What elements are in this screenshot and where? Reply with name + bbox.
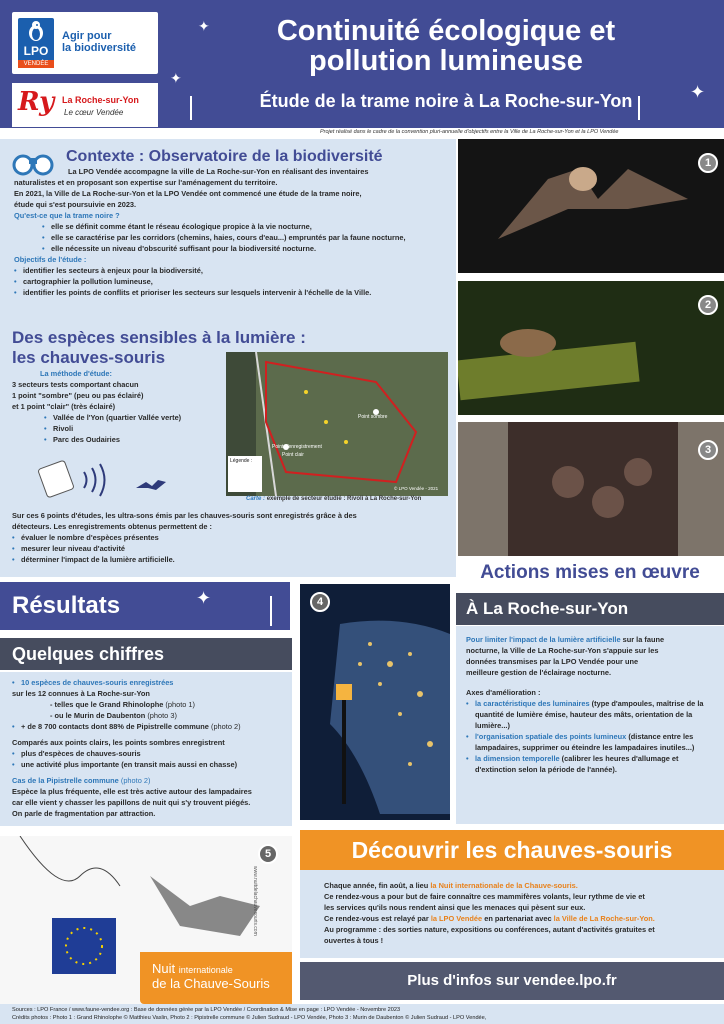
results-line: - telles que le Grand Rhinolophe xyxy=(50,700,164,709)
streetlamp-icon xyxy=(190,96,192,120)
actions-text xyxy=(466,634,718,775)
photo-pipistrelle xyxy=(458,281,724,415)
list-item: • elle nécessite un niveau d'obscurité suffisant pour la biodiversité nocturne. xyxy=(42,243,444,254)
list-item: • plus d'espèces de chauves-souris xyxy=(12,748,288,759)
list-item: • évaluer le nombre d'espèces présentes xyxy=(12,532,450,543)
axis-highlight: la dimension temporelle xyxy=(475,754,560,763)
bat-icon: ✦ xyxy=(690,82,706,102)
photo-number: 5 xyxy=(258,844,278,864)
method-label: La méthode d'étude: xyxy=(40,369,112,378)
photo-image xyxy=(458,422,724,556)
list-item: • une activité plus importante (en transit mais aussi en chasse) xyxy=(12,759,288,770)
footer-credits: Crédits photos : Photo 1 : Grand Rhinolophe © Matthieu Vaslin, Photo 2 : Pipistrelle commune © Julien Sudraud - LPO Vendée, Photo 3 : Murin de Daubenton © Julien Sudraud - LPO Vendée, xyxy=(12,1015,487,1021)
map-image xyxy=(226,352,448,496)
photo-ref: (photo 2) xyxy=(210,722,241,731)
city-banner-title: À La Roche-sur-Yon xyxy=(466,599,629,618)
results-title: Résultats xyxy=(12,592,121,619)
nuit-line-2: de la Chauve-Souris xyxy=(152,976,270,991)
map-label-dark: Point sombre xyxy=(358,414,388,420)
chiffres-title: Quelques chiffres xyxy=(12,644,165,664)
project-note: Projet réalisé dans le cadre de la convention pluri-annuelle d'objectifs entre la Ville de La Roche-sur-Yon et la LPO Vendée xyxy=(320,129,619,135)
species-title-1: Des espèces sensibles à la lumière : xyxy=(12,328,306,347)
streetlamp-icon xyxy=(638,96,640,120)
map-caption xyxy=(246,496,421,502)
map-label-light: Point clair xyxy=(282,452,304,458)
bat-icon: ✦ xyxy=(198,18,210,34)
actions-intro: données transmises par la LPO Vendée pour une xyxy=(466,657,639,666)
context-p2a: En 2021, la Ville de La Roche-sur-Yon et la LPO Vendée ont commencé une étude de la trame noire, xyxy=(14,189,362,198)
more-info-banner[interactable] xyxy=(300,962,724,1000)
lpo-letters: LPO xyxy=(23,44,49,58)
photo-number: 4 xyxy=(310,592,330,612)
photo-ref: (photo 3) xyxy=(147,711,177,720)
lpo-badge xyxy=(18,18,54,68)
lpo-tagline-1: Agir pour xyxy=(62,30,112,42)
list-item: • 10 espèces de chauves-souris enregistrées xyxy=(12,677,288,688)
detector-text-1: Sur ces 6 points d'études, les ultra-sons émis par les chauves-souris sont enregistrés grâce à des xyxy=(12,511,357,520)
photo-grand-rhinolophe xyxy=(458,139,724,273)
footer-sources: Sources : LPO France / www.faune-vendee.org : Base de données gérée par la LPO Vendée / Coordination & Mise en page : LPO Vendée - Novembre 2023 xyxy=(12,1007,401,1013)
title-line-1: Continuité écologique et xyxy=(276,15,616,47)
lpo-tagline xyxy=(62,30,136,54)
actions-title: Actions mises en œuvre xyxy=(480,562,700,583)
photo-image xyxy=(458,281,724,415)
actions-intro: nocturne, la Ville de La Roche-sur-Yon s'appuie sur les xyxy=(466,646,659,655)
method-block xyxy=(12,368,224,445)
nuit-line-1: Nuit xyxy=(152,961,176,976)
axis-highlight: l'organisation spatiale des points lumineux xyxy=(475,732,627,741)
axis-text: (type d'ampoules, maîtrise de la quantité de lumière émise, hauteur des mâts, orientation de la lumière...) xyxy=(475,699,704,730)
footer xyxy=(0,1004,724,1024)
list-item: • cartographier la pollution lumineuse, xyxy=(14,276,444,287)
lpo-vendee: VENDÉE xyxy=(18,60,54,68)
bird-icon xyxy=(26,20,46,42)
discover-text xyxy=(324,880,720,946)
city-logo[interactable] xyxy=(12,83,158,127)
list-item: • Rivoli xyxy=(44,423,224,434)
title-line-2: pollution lumineuse xyxy=(309,45,583,77)
results-line: + de 8 700 contacts dont 88% de Pipistrelle commune xyxy=(21,722,209,731)
discover-line: Au programme : des sorties nature, expositions ou conférences, autant d'activités gratuites et xyxy=(324,925,655,934)
map-caption-text: exemple de secteur étudié : Rivoli à La Roche-sur-Yon xyxy=(266,496,422,502)
list-item: • identifier les points de conflits et prioriser les secteurs sur lesquels intervenir à l'échelle de la Ville. xyxy=(14,287,444,298)
species-title-2: les chauves-souris xyxy=(12,348,166,367)
context-intro-1: La LPO Vendée accompagne la ville de La Roche-sur-Yon en réalisant des inventaires xyxy=(68,167,369,176)
axis-text: (distance entre les lampadaires, supprimer ou éteindre les lampadaires inutiles...) xyxy=(475,732,695,752)
photo-ref: (photo 1) xyxy=(165,700,195,709)
discover-line: Chaque année, fin août, a lieu xyxy=(324,881,429,890)
nuit-label xyxy=(140,952,292,1004)
city-logo-mark: Ry xyxy=(18,87,55,117)
results-compare: Comparés aux points clairs, les points sombres enregistrent xyxy=(12,738,225,747)
photo-number: 1 xyxy=(698,153,718,173)
discover-line: Ce rendez-vous est relayé par xyxy=(324,914,429,923)
study-map xyxy=(226,352,448,496)
detector-block xyxy=(12,510,450,565)
map-caption-label: Carte : xyxy=(246,496,266,502)
list-item: • mesurer leur niveau d'activité xyxy=(12,543,450,554)
list-item: • elle se caractérise par les corridors (chemins, haies, cours d'eau...) empruntés par la faune nocturne, xyxy=(42,232,444,243)
city-logo-tag: Le cœur Vendée xyxy=(64,108,124,117)
nuit-line-1b: internationale xyxy=(178,965,233,975)
photo-murin-daubenton xyxy=(458,422,724,556)
lpo-logo[interactable] xyxy=(12,12,158,74)
pipistrelle-text: Espèce la plus fréquente, elle est très active autour des lampadaires xyxy=(12,787,252,796)
photo-ref: (photo 2) xyxy=(120,776,151,785)
context-title: Contexte : Observatoire de la biodiversité xyxy=(66,148,383,165)
list-item: • elle se définit comme étant le réseau écologique propice à la vie nocturne, xyxy=(42,221,444,232)
map-credit: © LPO Vendée - 2021 xyxy=(394,486,439,491)
context-intro-2: naturalistes et en proposant son expertise sur l'aménagement du territoire. xyxy=(14,178,278,187)
discover-line: les services qu'ils nous rendent ainsi que les menaces qui pèsent sur eux. xyxy=(324,903,586,912)
trame-question: Qu'est-ce que la trame noire ? xyxy=(14,211,120,220)
photo-image xyxy=(300,584,450,820)
method-1: 3 secteurs tests comportant chacun xyxy=(12,380,139,389)
actions-intro: sur la faune xyxy=(622,635,665,644)
axes-heading: Axes d'amélioration : xyxy=(466,688,541,697)
bat-icon: ✦ xyxy=(170,70,182,86)
bat-icon: ✦ xyxy=(196,588,212,608)
pipistrelle-text: On parle de fragmentation par attraction. xyxy=(12,809,156,818)
more-info-link[interactable]: Plus d'infos sur vendee.lpo.fr xyxy=(407,972,617,989)
method-2: 1 point "sombre" (peu ou pas éclairé) xyxy=(12,391,144,400)
map-legend: Légende : xyxy=(230,458,253,464)
actions-intro: meilleure gestion de l'éclairage nocturne. xyxy=(466,668,612,677)
map-label-record: Point d'enregistrement xyxy=(272,444,322,450)
list-item: • Parc des Oudairies xyxy=(44,434,224,445)
axis-text: (calibrer les heures d'allumage et d'extinction selon la période de l'année). xyxy=(475,754,679,774)
objectives-heading: Objectifs de l'étude : xyxy=(14,255,87,264)
sites-list xyxy=(12,412,224,445)
city-logo-name: La Roche-sur-Yon xyxy=(62,95,139,105)
pipistrelle-text: car elle vient y chasser les papillons de nuit qui s'y trouvent piégés. xyxy=(12,798,251,807)
discover-line: Ce rendez-vous a pour but de faire connaître ces mammifères volants, leur rythme de vie et xyxy=(324,892,645,901)
page-subtitle: Étude de la trame noire à La Roche-sur-Yon xyxy=(259,91,633,111)
streetlamp-icon xyxy=(270,596,272,626)
pipistrelle-heading: Cas de la Pipistrelle commune xyxy=(12,776,119,785)
context-p2b: étude qui s'est poursuivie en 2023. xyxy=(14,200,137,209)
discover-line: ouvertes à tous ! xyxy=(324,936,384,945)
discover-highlight: la LPO Vendée xyxy=(430,914,483,923)
discover-highlight: la Ville de La Roche-sur-Yon. xyxy=(553,914,655,923)
axis-highlight: la caractéristique des luminaires xyxy=(475,699,590,708)
footer-text xyxy=(0,1004,724,1022)
method-3: et 1 point "clair" (très éclairé) xyxy=(12,402,116,411)
lpo-tagline-2: la biodiversité xyxy=(62,42,136,54)
discover-title: Découvrir les chauves-souris xyxy=(351,837,673,863)
nuit-text xyxy=(140,952,292,991)
results-line: - ou le Murin de Daubenton xyxy=(50,711,146,720)
list-item: • identifier les secteurs à enjeux pour la biodiversité, xyxy=(14,265,444,276)
bat-icon xyxy=(458,139,724,273)
trame-list xyxy=(14,221,444,254)
actions-intro-highlight: Pour limiter l'impact de la lumière artificielle xyxy=(466,635,621,644)
light-pollution-photo xyxy=(300,584,450,820)
detector-text-2: détecteurs. Les enregistrements obtenus permettent de : xyxy=(12,522,213,531)
results-text xyxy=(12,677,288,819)
bat-detector-icon xyxy=(38,458,168,502)
results-line: sur les 12 connues à La Roche-sur-Yon xyxy=(12,689,150,698)
page-title xyxy=(196,16,696,76)
context-text xyxy=(14,166,444,298)
photo-number: 2 xyxy=(698,295,718,315)
list-item: • déterminer l'impact de la lumière artificielle. xyxy=(12,554,450,565)
list-item: • Vallée de l'Yon (quartier Vallée verte) xyxy=(44,412,224,423)
poster-site: www.nuitdelachauvesouris.com xyxy=(252,866,258,936)
photo-number: 3 xyxy=(698,440,718,460)
discover-line: en partenariat avec xyxy=(484,914,552,923)
discover-highlight: la Nuit internationale de la Chauve-souris. xyxy=(430,881,578,890)
